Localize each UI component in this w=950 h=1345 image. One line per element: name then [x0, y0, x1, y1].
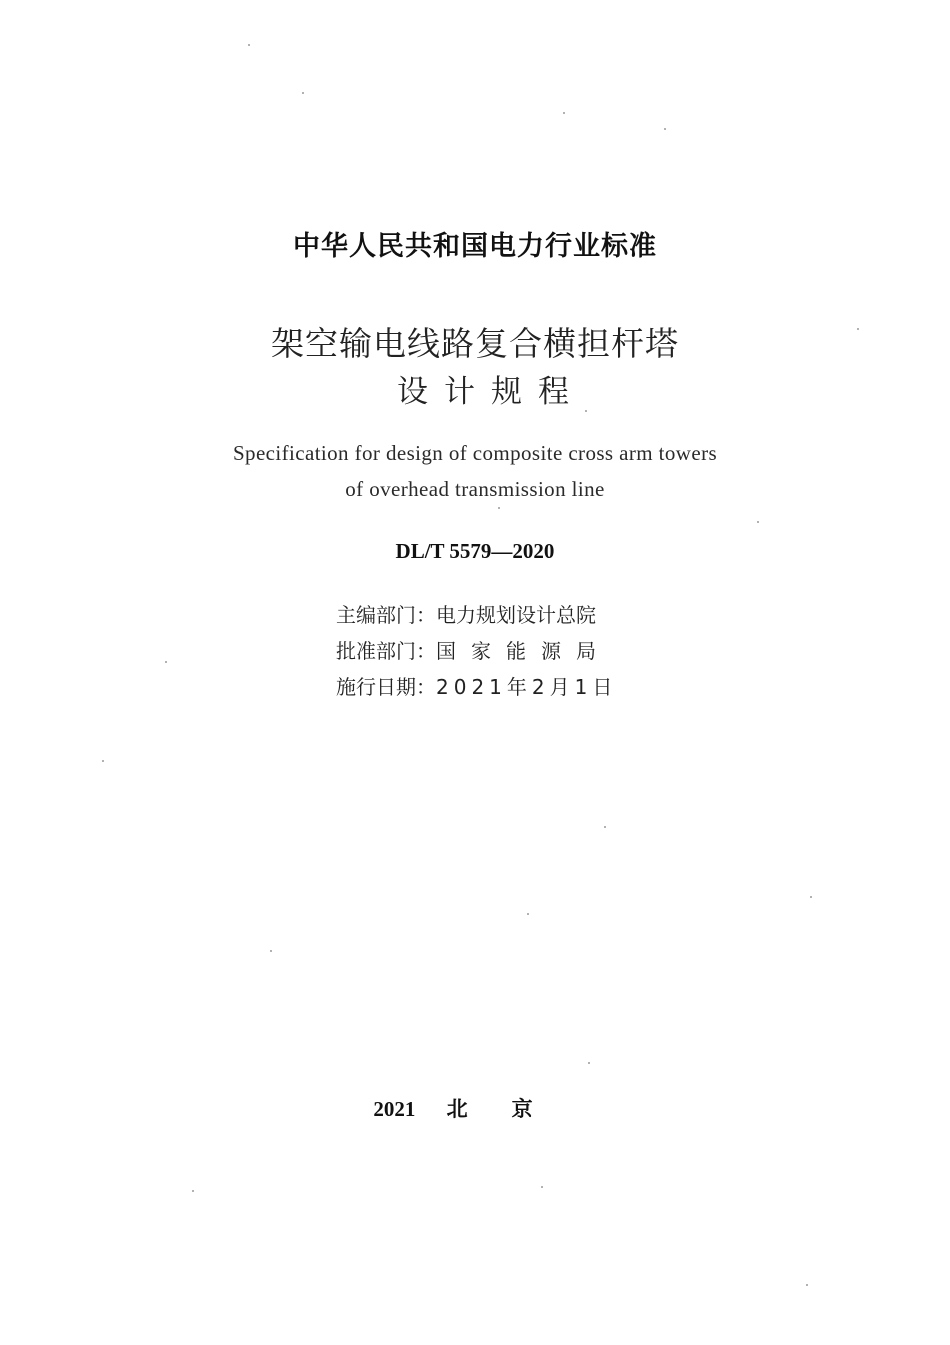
approver-value: 国家能源局	[436, 639, 611, 663]
standard-category-heading: 中华人民共和国电力行业标准	[293, 231, 657, 262]
scan-speck	[498, 507, 500, 509]
publication-year: 2021	[373, 1097, 416, 1121]
scan-speck	[806, 1284, 808, 1286]
scan-speck	[527, 913, 529, 915]
english-title-line-1: Specification for design of composite cross arm towers	[232, 441, 718, 465]
scan-speck	[270, 950, 272, 952]
document-title: 架空输电线路复合横担杆塔	[271, 324, 679, 363]
scan-speck	[757, 521, 759, 523]
scan-speck	[302, 92, 304, 94]
scan-speck	[585, 410, 587, 412]
scan-speck	[165, 661, 167, 663]
scan-speck	[192, 1190, 194, 1192]
scan-speck	[588, 1062, 590, 1064]
document-subtitle: 设计规程	[397, 374, 585, 410]
standard-number: DL/T 5579—2020	[395, 539, 555, 563]
publication-info	[336, 597, 656, 705]
approver-row	[336, 633, 656, 669]
scan-speck	[541, 1186, 543, 1188]
scan-speck	[248, 44, 250, 46]
scan-speck	[102, 760, 104, 762]
effective-date-label: 施行日期：	[336, 675, 436, 699]
editor-row	[336, 597, 656, 633]
publication-city: 北京	[446, 1097, 577, 1121]
english-title-line-2: of overhead transmission line	[345, 477, 605, 501]
editor-label: 主编部门：	[336, 603, 436, 627]
approver-label: 批准部门：	[336, 639, 436, 663]
editor-value: 电力规划设计总院	[436, 603, 596, 627]
effective-date-value: 2021年2月1日	[436, 675, 618, 699]
publication-footer	[0, 1093, 950, 1123]
scan-speck	[604, 826, 606, 828]
effective-date-row	[336, 669, 656, 705]
scan-speck	[563, 112, 565, 114]
scan-speck	[664, 128, 666, 130]
scan-speck	[857, 328, 859, 330]
scan-speck	[810, 896, 812, 898]
